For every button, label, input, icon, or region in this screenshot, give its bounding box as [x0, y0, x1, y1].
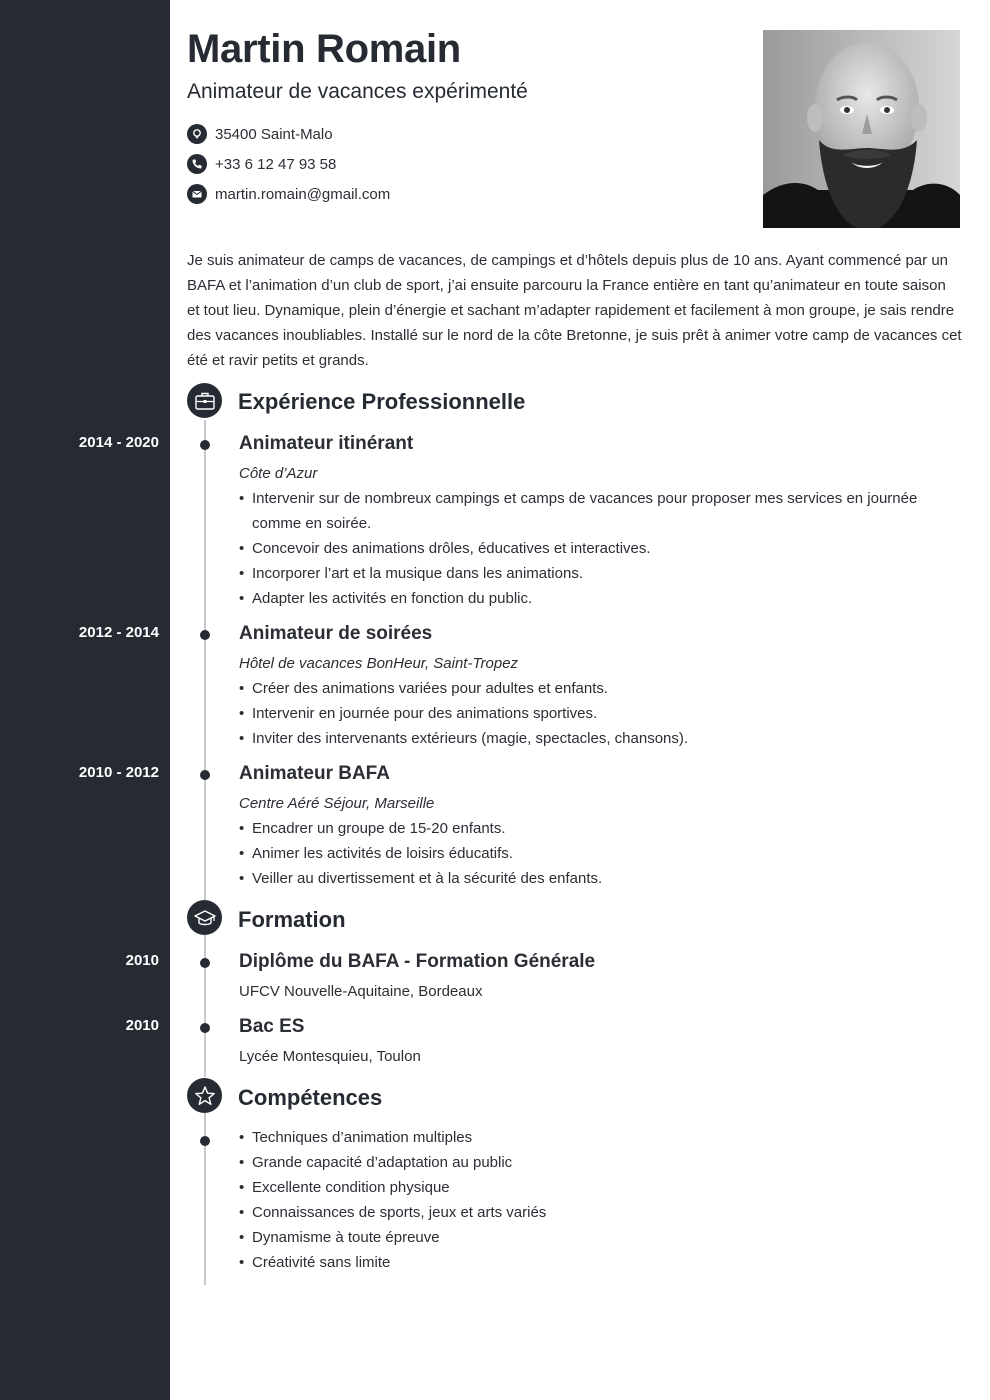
address-text: 35400 Saint-Malo — [215, 125, 333, 143]
location-pin-icon — [187, 124, 207, 144]
star-icon — [187, 1078, 222, 1113]
job-dates: 2010 - 2012 — [78, 764, 159, 781]
job-title: Animateur itinérant — [239, 433, 414, 454]
list-item: • Intervenir en journée pour des animations sportives. — [239, 701, 949, 726]
graduation-cap-icon — [187, 900, 222, 935]
phone-icon — [187, 154, 207, 174]
timeline-dot — [200, 958, 210, 968]
job-subtitle: Animateur de vacances expérimenté — [187, 80, 528, 103]
contact-email[interactable] — [187, 184, 390, 204]
job-bullets — [239, 486, 949, 611]
timeline-dot — [200, 630, 210, 640]
list-item: • Intervenir sur de nombreux campings et camps de vacances pour proposer mes services en journée comme en soirée. — [239, 486, 949, 536]
job-title: Animateur de soirées — [239, 623, 433, 644]
job-bullets — [239, 816, 949, 891]
job-place: Côte d’Azur — [239, 465, 318, 482]
list-item: • Encadrer un groupe de 15-20 enfants. — [239, 816, 949, 841]
job-bullets — [239, 676, 949, 751]
phone-text: +33 6 12 47 93 58 — [215, 155, 337, 173]
job-dates: 2012 - 2014 — [78, 624, 159, 641]
job-dates: 2014 - 2020 — [78, 434, 159, 451]
timeline-dot — [200, 440, 210, 450]
timeline-line-education — [204, 935, 206, 1077]
section-title-skills: Compétences — [238, 1085, 383, 1110]
email-text[interactable]: martin.romain@gmail.com — [215, 185, 391, 203]
timeline-line-experience — [204, 420, 206, 900]
list-item: • Créer des animations variées pour adultes et enfants. — [239, 676, 949, 701]
list-item: • Connaissances de sports, jeux et arts variés — [239, 1200, 949, 1225]
list-item: • Dynamisme à toute épreuve — [239, 1225, 949, 1250]
education-date: 2010 — [125, 952, 159, 969]
contact-address — [187, 124, 333, 144]
list-item: • Veiller au divertissement et à la sécurité des enfants. — [239, 866, 949, 891]
left-sidebar — [0, 0, 170, 1400]
school-name: UFCV Nouvelle-Aquitaine, Bordeaux — [239, 983, 483, 1000]
profile-photo — [763, 30, 960, 228]
job-title: Animateur BAFA — [239, 763, 390, 784]
list-item: • Animer les activités de loisirs éducatifs. — [239, 841, 949, 866]
list-item: • Créativité sans limite — [239, 1250, 949, 1275]
school-name: Lycée Montesquieu, Toulon — [239, 1048, 421, 1065]
skills-list — [239, 1125, 949, 1275]
degree-title: Diplôme du BAFA - Formation Générale — [239, 951, 596, 972]
education-date: 2010 — [125, 1017, 159, 1034]
list-item: • Excellente condition physique — [239, 1175, 949, 1200]
profile-summary: Je suis animateur de camps de vacances, de campings et d’hôtels depuis plus de 10 ans. Ayant commencé par un BAFA et l’animation d’un club de sport, j’ai ensuite parcouru la France entière en tant qu’animateur en toute saison et tout lieu. Dynamique, plein d’énergie et sachant m’adapter rapidement et facilement à mon groupe, je sais rendre des vacances inoubliables. Installé sur le nord de la côte Bretonne, je suis prêt à animer votre camp de vacances cet été et ravir petits et grands. — [187, 252, 962, 369]
candidate-name: Martin Romain — [187, 27, 461, 71]
section-title-experience: Expérience Professionnelle — [238, 389, 526, 414]
list-item: • Inviter des intervenants extérieurs (magie, spectacles, chansons). — [239, 726, 949, 751]
envelope-icon — [187, 184, 207, 204]
job-place: Hôtel de vacances BonHeur, Saint-Tropez — [239, 655, 519, 672]
section-title-education: Formation — [238, 907, 346, 932]
list-item: • Adapter les activités en fonction du public. — [239, 586, 949, 611]
list-item: • Techniques d’animation multiples — [239, 1125, 949, 1150]
timeline-dot — [200, 770, 210, 780]
timeline-dot — [200, 1023, 210, 1033]
list-item: • Concevoir des animations drôles, éducatives et interactives. — [239, 536, 949, 561]
list-item: • Grande capacité d’adaptation au public — [239, 1150, 949, 1175]
list-item: • Incorporer l’art et la musique dans les animations. — [239, 561, 949, 586]
contact-phone — [187, 154, 336, 174]
briefcase-icon — [187, 383, 222, 418]
job-place: Centre Aéré Séjour, Marseille — [239, 795, 435, 812]
timeline-dot — [200, 1136, 210, 1146]
degree-title: Bac ES — [239, 1016, 305, 1037]
